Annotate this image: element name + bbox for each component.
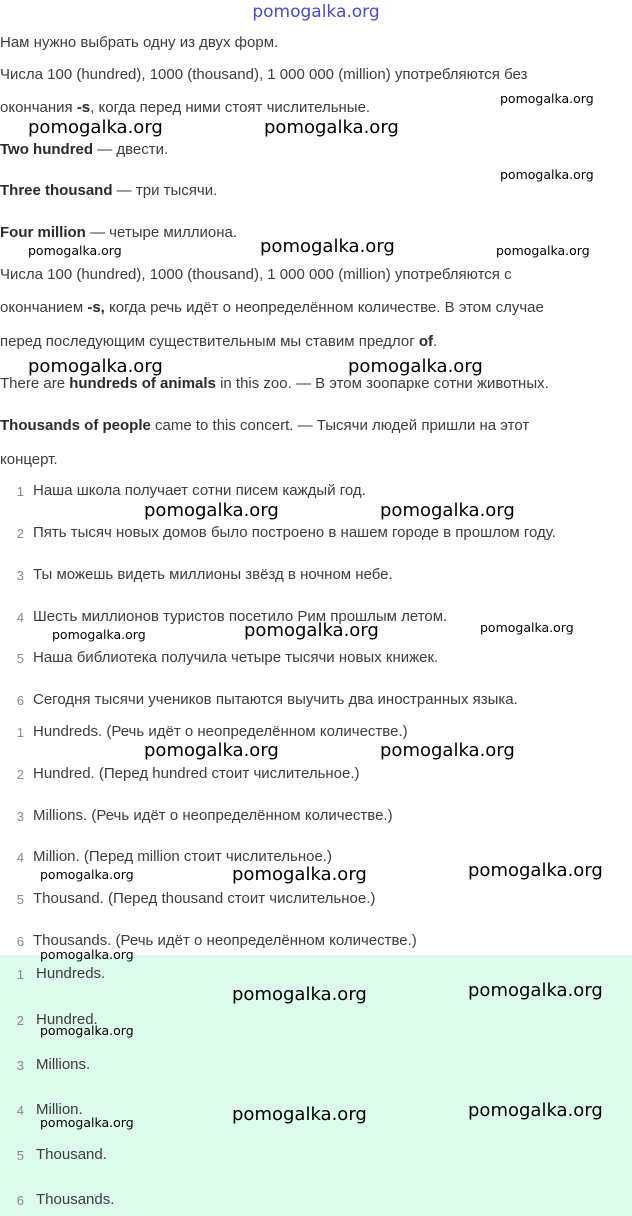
example-four-million: Four million — четыре миллиона. [0, 224, 238, 241]
watermark: pomogalka.org [264, 117, 399, 138]
watermark: pomogalka.org [500, 167, 594, 182]
watermark: pomogalka.org [28, 117, 163, 138]
watermark: pomogalka.org [500, 91, 594, 106]
list-item: Hundreds. (Речь идёт о неопределённом количестве.) [33, 723, 408, 740]
list-item: Thousand. (Перед thousand стоит числительное.) [33, 890, 376, 907]
list-item: Шесть миллионов туристов посетило Рим прошлым летом. [33, 608, 448, 625]
list-item: Thousands. [36, 1191, 115, 1208]
rule2-line2: окончанием -s, когда речь идёт о неопределённом количестве. В этом случае [0, 299, 544, 316]
header-watermark: pomogalka.org [252, 2, 380, 22]
watermark: pomogalka.org [232, 1104, 367, 1125]
watermark: pomogalka.org [232, 984, 367, 1005]
watermark: pomogalka.org [144, 740, 279, 761]
list-item: Hundred. (Перед hundred стоит числительное.) [33, 765, 360, 782]
list-number: 4 [16, 610, 24, 625]
list-item: Millions. (Речь идёт о неопределённом количестве.) [33, 807, 393, 824]
watermark: pomogalka.org [468, 860, 603, 881]
list-number: 6 [16, 1193, 24, 1208]
list-item: Сегодня тысячи учеников пытаются выучить два иностранных языка. [33, 691, 518, 708]
rule1-line1: Числа 100 (hundred), 1000 (thousand), 1 000 000 (million) употребляются без [0, 66, 528, 83]
list-number: 1 [16, 725, 24, 740]
watermark: pomogalka.org [28, 243, 122, 258]
rule2-line1: Числа 100 (hundred), 1000 (thousand), 1 000 000 (million) употребляются с [0, 266, 512, 283]
list-item: Million. (Перед million стоит числительное.) [33, 848, 332, 865]
list-number: 5 [16, 1148, 24, 1163]
example-zoo: There are hundreds of animals in this zoo. — В этом зоопарке сотни животных. [0, 375, 549, 392]
watermark: pomogalka.org [28, 356, 163, 377]
example-concert: Thousands of people came to this concert. — Тысячи людей пришли на этот [0, 417, 530, 434]
list-number: 2 [16, 767, 24, 782]
watermark: pomogalka.org [380, 500, 515, 521]
list-number: 4 [16, 1103, 24, 1118]
list-number: 3 [16, 1058, 24, 1073]
list-item: Hundred. [36, 1011, 98, 1028]
watermark: pomogalka.org [468, 1100, 603, 1121]
list-number: 5 [16, 892, 24, 907]
list-item: Million. [36, 1101, 83, 1118]
watermark: pomogalka.org [40, 1023, 134, 1038]
list-number: 6 [16, 693, 24, 708]
list-item: Thousand. [36, 1146, 107, 1163]
list-item: Thousands. (Речь идёт о неопределённом количестве.) [33, 932, 417, 949]
watermark: pomogalka.org [480, 620, 574, 635]
list-number: 3 [16, 809, 24, 824]
list-number: 2 [16, 1013, 24, 1028]
watermark: pomogalka.org [144, 500, 279, 521]
intro-text: Нам нужно выбрать одну из двух форм. [0, 34, 279, 51]
list-item: Millions. [36, 1056, 91, 1073]
list-number: 3 [16, 568, 24, 583]
watermark: pomogalka.org [380, 740, 515, 761]
list-number: 5 [16, 651, 24, 666]
list-item: Hundreds. [36, 965, 106, 982]
example-three-thousand: Three thousand — три тысячи. [0, 182, 218, 199]
example-concert-line2: концерт. [0, 451, 58, 468]
rule1-line2: окончания -s, когда перед ними стоят числительные. [0, 99, 371, 116]
watermark: pomogalka.org [40, 867, 134, 882]
list-item: Ты можешь видеть миллионы звёзд в ночном небе. [33, 566, 393, 583]
watermark: pomogalka.org [348, 356, 483, 377]
list-item: Наша библиотека получила четыре тысячи новых книжек. [33, 649, 439, 666]
list-number: 4 [16, 850, 24, 865]
list-number: 6 [16, 934, 24, 949]
watermark: pomogalka.org [232, 864, 367, 885]
rule2-line3: перед последующим существительным мы ставим предлог of. [0, 333, 438, 350]
list-item: Пять тысяч новых домов было построено в нашем городе в прошлом году. [33, 524, 556, 541]
watermark: pomogalka.org [40, 1115, 134, 1130]
list-number: 1 [16, 967, 24, 982]
list-number: 2 [16, 526, 24, 541]
watermark: pomogalka.org [52, 627, 146, 642]
watermark: pomogalka.org [496, 243, 590, 258]
watermark: pomogalka.org [40, 947, 134, 962]
watermark: pomogalka.org [260, 236, 395, 257]
list-number: 1 [16, 484, 24, 499]
list-item: Наша школа получает сотни писем каждый год. [33, 482, 366, 499]
watermark: pomogalka.org [244, 620, 379, 641]
example-two-hundred: Two hundred — двести. [0, 141, 169, 158]
watermark: pomogalka.org [468, 980, 603, 1001]
